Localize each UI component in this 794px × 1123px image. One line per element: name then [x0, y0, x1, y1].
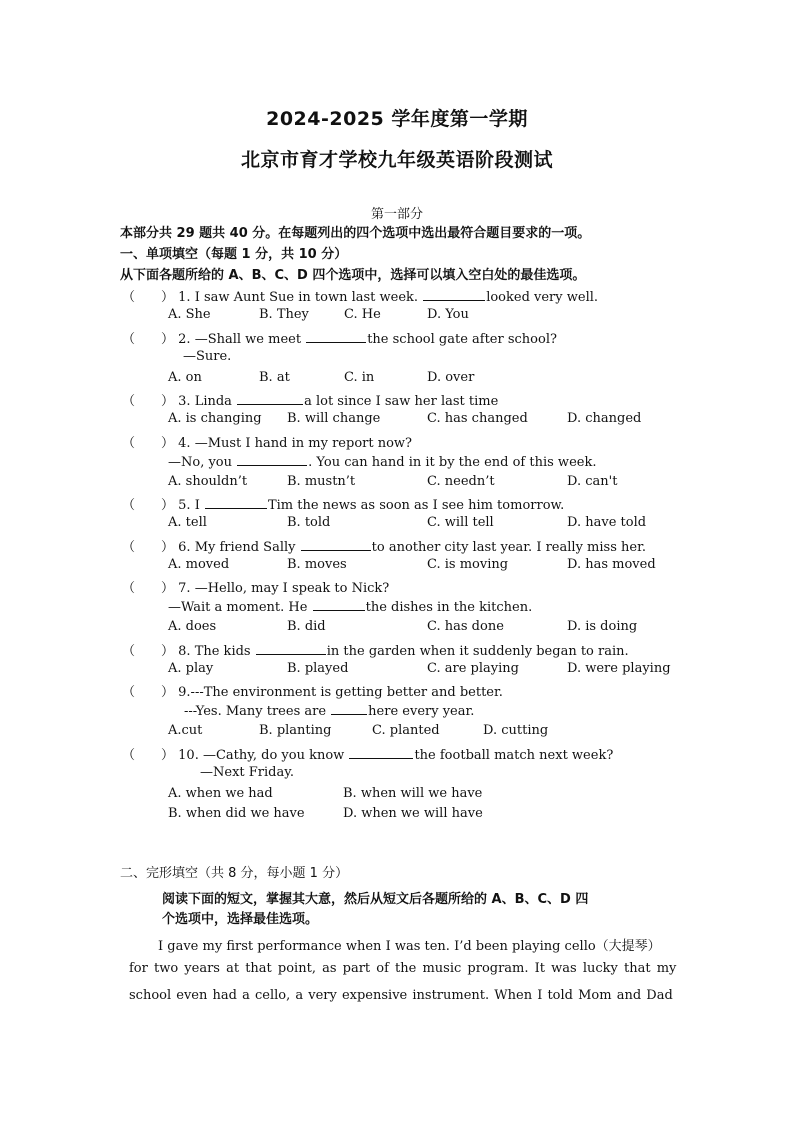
cloze-instruction-line2: 个选项中，选择最佳选项。: [162, 912, 319, 927]
option: A. when we had: [168, 786, 273, 801]
option: D. when we will have: [343, 806, 483, 821]
answer-bracket[interactable]: （ ）: [122, 436, 175, 451]
option: A. play: [168, 661, 214, 676]
question-6: （ ） 6. My friend Sally to another city last year. I really miss her.: [122, 540, 646, 555]
blank: [237, 453, 307, 466]
option: C. has changed: [427, 411, 528, 426]
option: C. has done: [427, 619, 504, 634]
option: D. cutting: [483, 723, 549, 738]
option: A. does: [168, 619, 217, 634]
question-7: （ ） 7. —Hello, may I speak to Nick?: [122, 581, 390, 596]
option: D. can't: [567, 474, 618, 489]
exam-school-title: 北京市育才学校九年级英语阶段测试: [240, 149, 553, 171]
blank: [237, 392, 303, 405]
option: B. when did we have: [168, 806, 305, 821]
section-title-single-choice: 一、单项填空（每题 1 分，共 10 分）: [120, 247, 348, 262]
option: D. have told: [567, 515, 647, 530]
answer-bracket[interactable]: （ ）: [122, 498, 175, 513]
option: D. were playing: [567, 661, 671, 676]
blank: [301, 538, 371, 551]
question-10-reply: —Next Friday.: [200, 765, 294, 780]
question-1: （ ） 1. I saw Aunt Sue in town last week. looked very well.: [122, 290, 599, 305]
option: B. when will we have: [343, 786, 483, 801]
option: D. is doing: [567, 619, 638, 634]
blank: [331, 702, 367, 715]
option: C. are playing: [427, 661, 519, 676]
question-7-reply: —Wait a moment. He the dishes in the kitchen.: [168, 600, 533, 615]
section-title-cloze: 二、完形填空（共 8 分，每小题 1 分）: [120, 866, 349, 881]
question-9-reply: ---Yes. Many trees are here every year.: [184, 704, 475, 719]
part-intro: 本部分共 29 题共 40 分。在每题列出的四个选项中选出最符合题目要求的一项。: [120, 226, 591, 241]
option: A. shouldn’t: [168, 474, 248, 489]
option: A. moved: [168, 557, 230, 572]
question-9: （ ） 9.---The environment is getting better and better.: [122, 685, 503, 700]
option: D. You: [427, 307, 469, 322]
passage-line3: school even had a cello, a very expensive instrument. When I told Mom and Dad: [129, 988, 673, 1003]
answer-bracket[interactable]: （ ）: [122, 581, 175, 596]
option: B. will change: [287, 411, 381, 426]
blank: [306, 330, 366, 343]
option: C. will tell: [427, 515, 494, 530]
option: C. needn’t: [427, 474, 495, 489]
option: B. mustn’t: [287, 474, 356, 489]
section-instruction: 从下面各题所给的 A、B、C、D 四个选项中，选择可以填入空白处的最佳选项。: [120, 268, 586, 283]
part-label: 第一部分: [370, 207, 423, 222]
option: B. played: [287, 661, 349, 676]
option: C. in: [344, 370, 375, 385]
option: B. planting: [259, 723, 332, 738]
answer-bracket[interactable]: （ ）: [122, 748, 175, 763]
option: C. is moving: [427, 557, 509, 572]
option: A. on: [168, 370, 202, 385]
exam-term-title: 2024-2025 学年度第一学期: [266, 108, 528, 130]
option: A. is changing: [168, 411, 262, 426]
option: B. moves: [287, 557, 347, 572]
blank: [205, 496, 267, 509]
passage-line2: for two years at that point, as part of the music program. It was lucky that my: [129, 961, 677, 976]
blank: [423, 288, 485, 301]
option: D. has moved: [567, 557, 656, 572]
blank: [256, 642, 326, 655]
option: A. She: [168, 307, 211, 322]
question-2: （ ） 2. —Shall we meet the school gate after school?: [122, 332, 557, 347]
question-4: （ ） 4. —Must I hand in my report now?: [122, 436, 413, 451]
option: C. planted: [372, 723, 440, 738]
answer-bracket[interactable]: （ ）: [122, 332, 175, 347]
question-4-reply: —No, you . You can hand in it by the end of this week.: [168, 455, 597, 470]
blank: [349, 746, 413, 759]
option: D. over: [427, 370, 475, 385]
question-2-reply: —Sure.: [183, 349, 232, 364]
question-8: （ ） 8. The kids in the garden when it suddenly began to rain.: [122, 644, 629, 659]
passage-line1: I gave my first performance when I was ten. I’d been playing cello（大提琴）: [158, 939, 661, 954]
option: A.cut: [168, 723, 203, 738]
question-3: （ ） 3. Linda a lot since I saw her last time: [122, 394, 499, 409]
answer-bracket[interactable]: （ ）: [122, 540, 175, 555]
option: D. changed: [567, 411, 642, 426]
blank: [313, 598, 365, 611]
question-5: （ ） 5. I Tim the news as soon as I see him tomorrow.: [122, 498, 565, 513]
option: B. at: [259, 370, 290, 385]
answer-bracket[interactable]: （ ）: [122, 644, 175, 659]
option: B. They: [259, 307, 309, 322]
option: B. told: [287, 515, 331, 530]
answer-bracket[interactable]: （ ）: [122, 685, 175, 700]
option: A. tell: [168, 515, 207, 530]
option: C. He: [344, 307, 381, 322]
option: B. did: [287, 619, 326, 634]
cloze-instruction-line1: 阅读下面的短文，掌握其大意，然后从短文后各题所给的 A、B、C、D 四: [162, 892, 589, 907]
question-10: （ ） 10. —Cathy, do you know the football match next week?: [122, 748, 614, 763]
answer-bracket[interactable]: （ ）: [122, 290, 175, 305]
answer-bracket[interactable]: （ ）: [122, 394, 175, 409]
